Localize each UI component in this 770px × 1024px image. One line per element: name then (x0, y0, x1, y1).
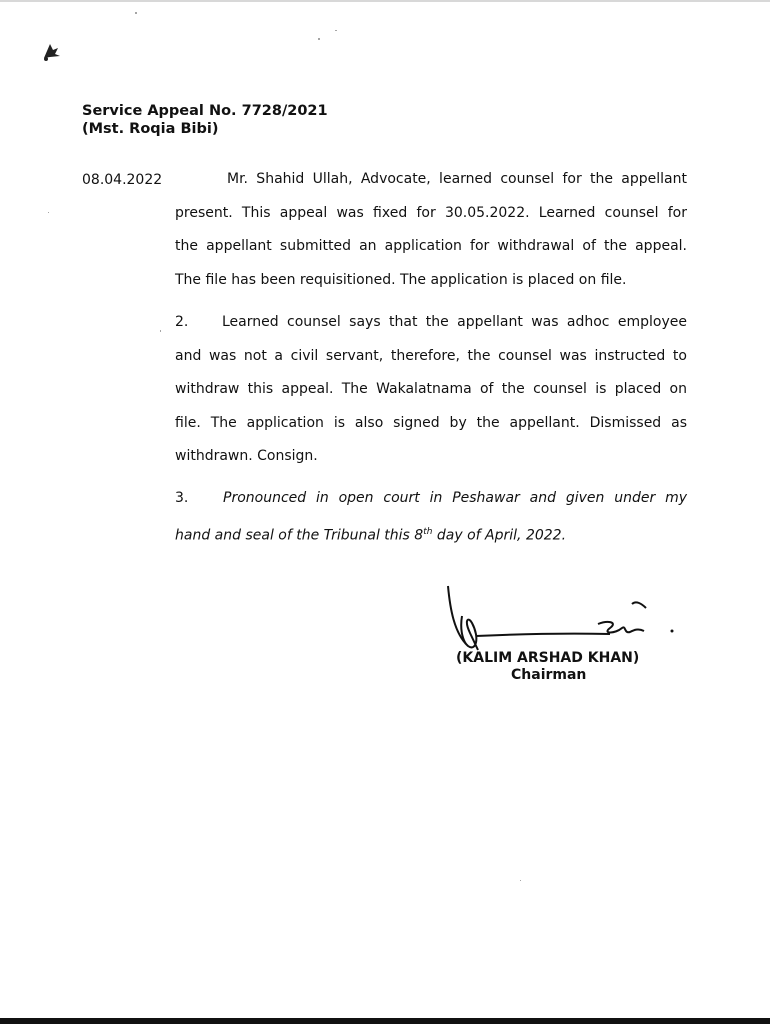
scan-edge-top (0, 0, 770, 2)
paragraph-line: file. The application is also signed by the appellant. Dismissed as (175, 414, 687, 431)
signatory-name: (KALIM ARSHAD KHAN) (456, 650, 640, 666)
party-name: (Mst. Roqia Bibi) (82, 121, 219, 137)
paragraph-line: withdrawn. Consign. (175, 448, 318, 464)
paragraph-line: Mr. Shahid Ullah, Advocate, learned counsel for the appellant (227, 171, 687, 187)
order-date: 08.04.2022 (82, 172, 163, 188)
pronouncement-text: day of April, 2022. (432, 527, 567, 544)
scan-speckle (160, 330, 161, 332)
paragraph-line (175, 516, 687, 553)
paragraph-line: withdraw this appeal. The Wakalatnama of the counsel is placed on (175, 381, 687, 397)
paragraph-line: the appellant submitted an application for withdrawal of the appeal. (175, 238, 687, 254)
paragraph-line: Pronounced in open court in Peshawar and given under my (223, 490, 687, 506)
scan-speckle (48, 212, 49, 213)
pronouncement-text: hand and seal of the Tribunal this 8 (175, 527, 424, 544)
paragraph-line: present. This appeal was fixed for 30.05.2022. Learned counsel for (175, 204, 687, 221)
signatory-title: Chairman (511, 667, 587, 683)
case-number: Service Appeal No. 7728/2021 (82, 103, 328, 119)
handwritten-signature (440, 578, 690, 658)
scan-speckle (135, 12, 137, 14)
paragraph-line: Learned counsel says that the appellant was adhoc employee (222, 314, 687, 330)
paragraph-1 (175, 163, 687, 297)
paragraph-line: and was not a civil servant, therefore, the counsel was instructed to (175, 347, 687, 364)
paragraph-line: The file has been requisitioned. The application is placed on file. (175, 271, 627, 288)
scan-speckle (335, 30, 337, 31)
case-heading (82, 102, 328, 138)
paragraph-number: 2. (175, 314, 189, 330)
corner-blot-mark (40, 40, 64, 62)
scan-speckle (318, 38, 320, 40)
paragraph-2 (175, 306, 687, 474)
signature-block (440, 578, 690, 708)
paragraph-3 (175, 482, 687, 553)
ordinal-suffix: th (423, 526, 433, 537)
scan-edge-bottom (0, 1018, 770, 1024)
paragraph-number: 3. (175, 490, 189, 506)
scan-speckle (520, 880, 521, 881)
